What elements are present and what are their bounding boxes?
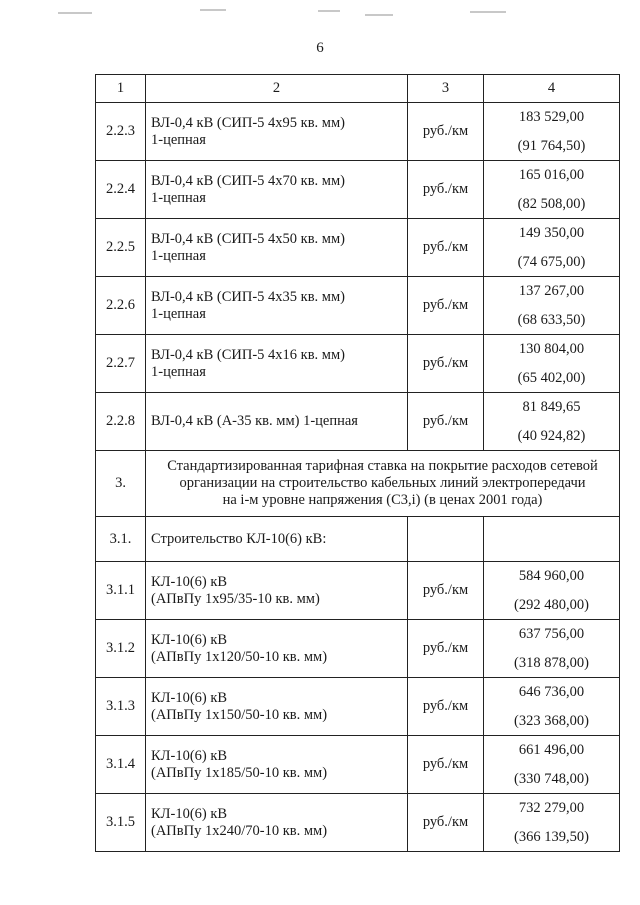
unit-cell: руб./км [408, 736, 484, 794]
unit-cell [408, 517, 484, 562]
description-line: организации на строительство кабельных линий электропередачи [179, 475, 586, 492]
description-line: Строительство КЛ-10(6) кВ: [151, 530, 327, 547]
row-number: 3.1.2 [96, 620, 146, 678]
row-number: 2.2.7 [96, 335, 146, 393]
row-description [146, 277, 408, 335]
page-number: 6 [316, 40, 324, 56]
unit-cell: руб./км [408, 161, 484, 219]
tariff-value: 130 804,00 [518, 340, 585, 357]
tariff-value: 646 736,00 [518, 683, 585, 700]
value-cell [484, 219, 620, 277]
value-cell [484, 678, 620, 736]
table-row [96, 736, 620, 794]
row-description [146, 219, 408, 277]
description-line: на i-м уровне напряжения (С3,i) (в ценах 2001 года) [222, 491, 543, 508]
tariff-value: 165 016,00 [518, 166, 585, 183]
scan-noise [0, 6, 640, 26]
subsection-row [96, 517, 620, 562]
tariff-value-parenthetical: (74 675,00) [517, 253, 586, 270]
tariff-value-parenthetical: (318 878,00) [514, 654, 589, 671]
row-description [146, 620, 408, 678]
tariff-value: 149 350,00 [518, 224, 585, 241]
row-description [146, 562, 408, 620]
table-row [96, 277, 620, 335]
row-number: 3. [96, 451, 146, 517]
description-line: 1-цепная [151, 189, 206, 206]
tariff-value: 732 279,00 [518, 799, 585, 816]
value-cell [484, 736, 620, 794]
header-cell: 1 [96, 75, 146, 103]
description-line: ВЛ-0,4 кВ (СИП-5 4х50 кв. мм) [151, 230, 345, 247]
description-line: (АПвПу 1х95/35-10 кв. мм) [151, 590, 320, 607]
tariff-value-parenthetical: (330 748,00) [514, 770, 589, 787]
row-number: 3.1. [96, 517, 146, 562]
description-line: 1-цепная [151, 247, 206, 264]
table-header-row [96, 75, 620, 103]
description-line: ВЛ-0,4 кВ (А-35 кв. мм) 1-цепная [151, 413, 358, 430]
tariff-value-parenthetical: (292 480,00) [514, 596, 589, 613]
description-line: ВЛ-0,4 кВ (СИП-5 4х16 кв. мм) [151, 346, 345, 363]
tariff-value: 584 960,00 [518, 567, 585, 584]
row-number: 3.1.1 [96, 562, 146, 620]
tariff-value: 81 849,65 [522, 398, 581, 415]
description-line: ВЛ-0,4 кВ (СИП-5 4х70 кв. мм) [151, 172, 345, 189]
description-line: (АПвПу 1х120/50-10 кв. мм) [151, 648, 328, 665]
value-cell [484, 335, 620, 393]
row-description [146, 161, 408, 219]
table-row [96, 562, 620, 620]
description-line: (АПвПу 1х150/50-10 кв. мм) [151, 706, 328, 723]
description-line: 1-цепная [151, 305, 206, 322]
description-line: КЛ-10(6) кВ [151, 747, 228, 764]
row-description [146, 393, 408, 451]
header-cell: 3 [408, 75, 484, 103]
tariff-value-parenthetical: (68 633,50) [517, 311, 586, 328]
description-line: КЛ-10(6) кВ [151, 631, 228, 648]
value-cell [484, 620, 620, 678]
row-number: 3.1.5 [96, 794, 146, 852]
tariff-value: 661 496,00 [518, 741, 585, 758]
row-description [146, 103, 408, 161]
value-cell [484, 562, 620, 620]
row-description [146, 451, 620, 517]
unit-cell: руб./км [408, 335, 484, 393]
table-row [96, 335, 620, 393]
row-number: 2.2.8 [96, 393, 146, 451]
header-cell: 4 [484, 75, 620, 103]
tariff-value-parenthetical: (82 508,00) [517, 195, 586, 212]
tariff-table [95, 74, 620, 852]
row-description [146, 335, 408, 393]
row-number: 2.2.5 [96, 219, 146, 277]
table-row [96, 393, 620, 451]
unit-cell: руб./км [408, 219, 484, 277]
description-line: КЛ-10(6) кВ [151, 573, 228, 590]
description-line: (АПвПу 1х240/70-10 кв. мм) [151, 822, 328, 839]
description-line: (АПвПу 1х185/50-10 кв. мм) [151, 764, 328, 781]
row-description [146, 794, 408, 852]
unit-cell: руб./км [408, 562, 484, 620]
table-row [96, 219, 620, 277]
row-number: 3.1.4 [96, 736, 146, 794]
tariff-value: 183 529,00 [518, 108, 585, 125]
tariff-value: 637 756,00 [518, 625, 585, 642]
row-number: 3.1.3 [96, 678, 146, 736]
description-line: Стандартизированная тарифная ставка на покрытие расходов сетевой [167, 458, 598, 475]
table-row [96, 161, 620, 219]
value-cell [484, 517, 620, 562]
value-cell [484, 277, 620, 335]
table-row [96, 794, 620, 852]
tariff-value-parenthetical: (366 139,50) [514, 828, 589, 845]
description-line: КЛ-10(6) кВ [151, 805, 228, 822]
unit-cell: руб./км [408, 620, 484, 678]
unit-cell: руб./км [408, 678, 484, 736]
description-line: 1-цепная [151, 131, 206, 148]
table-row [96, 103, 620, 161]
table-row [96, 620, 620, 678]
header-cell: 2 [146, 75, 408, 103]
tariff-value-parenthetical: (323 368,00) [514, 712, 589, 729]
unit-cell: руб./км [408, 277, 484, 335]
tariff-value-parenthetical: (40 924,82) [517, 427, 586, 444]
tariff-value-parenthetical: (91 764,50) [517, 137, 586, 154]
tariff-value-parenthetical: (65 402,00) [517, 369, 586, 386]
tariff-value: 137 267,00 [518, 282, 585, 299]
value-cell [484, 103, 620, 161]
row-description [146, 517, 408, 562]
row-number: 2.2.3 [96, 103, 146, 161]
description-line: КЛ-10(6) кВ [151, 689, 228, 706]
row-number: 2.2.4 [96, 161, 146, 219]
description-line: 1-цепная [151, 363, 206, 380]
row-description [146, 678, 408, 736]
row-number: 2.2.6 [96, 277, 146, 335]
section-row [96, 451, 620, 517]
unit-cell: руб./км [408, 393, 484, 451]
row-description [146, 736, 408, 794]
table-row [96, 678, 620, 736]
value-cell [484, 161, 620, 219]
value-cell [484, 393, 620, 451]
value-cell [484, 794, 620, 852]
unit-cell: руб./км [408, 794, 484, 852]
description-line: ВЛ-0,4 кВ (СИП-5 4х35 кв. мм) [151, 288, 345, 305]
unit-cell: руб./км [408, 103, 484, 161]
description-line: ВЛ-0,4 кВ (СИП-5 4х95 кв. мм) [151, 114, 345, 131]
